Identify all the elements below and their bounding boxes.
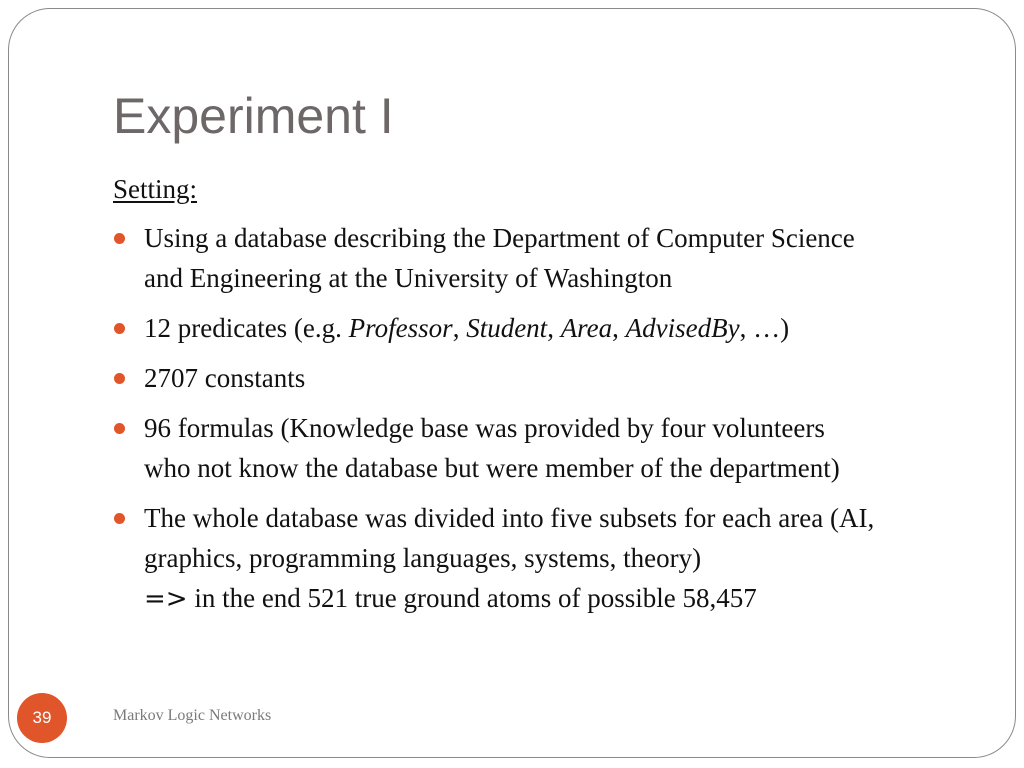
- predicate-professor: Professor: [348, 313, 453, 343]
- implies-arrow: =>: [144, 584, 188, 614]
- conclusion-line: [113, 578, 993, 619]
- bullet-text-line: The whole database was divided into five subsets for each area (AI,: [144, 503, 875, 533]
- bullet-text-line: and Engineering at the University of Washington: [144, 263, 673, 293]
- bullet-dot-icon: [114, 423, 125, 434]
- bullet-text-line: graphics, programming languages, systems, theory): [144, 543, 702, 573]
- predicate-separator: ,: [452, 313, 467, 343]
- footer-text: Markov Logic Networks: [113, 707, 272, 724]
- bullet-dot-icon: [114, 323, 125, 334]
- predicate-area: Area: [560, 313, 613, 343]
- conclusion-text: in the end 521 true ground atoms of possible 58,457: [187, 583, 757, 613]
- predicates-suffix: , …): [739, 313, 790, 343]
- bullet-item-database: [113, 218, 993, 298]
- bullet-text-line: who not know the database but were member of the department): [144, 453, 840, 483]
- bullet-item-constants: [113, 358, 993, 398]
- bullet-dot-icon: [114, 233, 125, 244]
- bullet-text-line: Using a database describing the Department of Computer Science: [144, 223, 855, 253]
- bullet-dot-icon: [114, 513, 125, 524]
- setting-label: Setting:: [113, 174, 198, 204]
- predicate-advisedby: AdvisedBy: [625, 313, 740, 343]
- predicate-student: Student: [466, 313, 548, 343]
- bullet-item-formulas: [113, 408, 993, 488]
- bullet-dot-icon: [114, 373, 125, 384]
- bullet-item-predicates: [113, 308, 993, 348]
- predicate-separator: ,: [547, 313, 561, 343]
- bullet-text-line: [144, 308, 993, 348]
- bullet-text-line: 96 formulas (Knowledge base was provided by four volunteers: [144, 413, 825, 443]
- bullet-text-line: 2707 constants: [144, 363, 306, 393]
- bullet-item-subsets: [113, 498, 993, 578]
- slide-title: Experiment I: [113, 88, 394, 144]
- page-number-badge: 39: [17, 693, 67, 743]
- slide-body: [113, 169, 993, 619]
- predicate-separator: ,: [612, 313, 626, 343]
- predicates-prefix: 12 predicates (e.g.: [144, 313, 349, 343]
